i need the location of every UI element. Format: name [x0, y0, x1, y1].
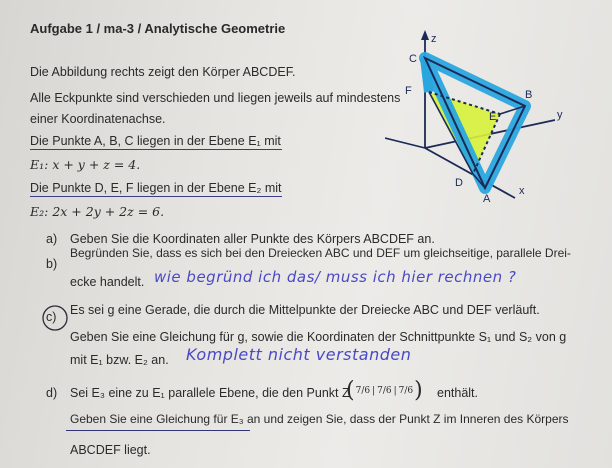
task-b-line-1: Begründen Sie, dass es sich bei den Dreiecken ABC und DEF um gleichseitige, parallele Drei- — [70, 246, 571, 260]
label-x: x — [519, 185, 525, 197]
task-a-text: Geben Sie die Koordinaten aller Punkte des Körpers ABCDEF an. — [70, 232, 435, 246]
plane2-underline — [30, 196, 282, 197]
intro-line-1: Die Abbildung rechts zeigt den Körper ABCDEF. — [30, 65, 296, 79]
label-e: E — [489, 111, 497, 123]
handwritten-note-b: wie begründ ich das/ muss ich hier rechnen ? — [154, 268, 517, 286]
task-c-line-3: mit E₁ bzw. E₂ an. — [70, 353, 169, 367]
task-d-line-3: ABCDEF liegt. — [70, 443, 151, 457]
task-b-line-2: ecke handelt. — [70, 275, 145, 289]
label-f: F — [405, 85, 412, 97]
z-axis-arrow-icon — [421, 30, 429, 40]
task-d-line-1-post: enthält. — [437, 386, 479, 400]
point-z-vector: ( 7/6 | 7/6 | 7/6 ) — [346, 378, 423, 403]
intro-line-3: einer Koordinatenachse. — [30, 112, 166, 126]
plane1-equation: E₁: x + y + z = 4. — [30, 157, 141, 172]
label-z: z — [431, 33, 437, 45]
task-d-underline — [66, 430, 250, 431]
label-a: A — [483, 193, 491, 205]
vector-component-1: 7/6 — [355, 385, 371, 396]
task-d-label: d) — [46, 386, 58, 400]
plane1-underline — [30, 149, 282, 150]
solid-figure — [385, 28, 575, 208]
label-y: y — [557, 109, 563, 121]
vector-component-3: 7/6 — [398, 385, 414, 396]
plane2-equation: E₂: 2x + 2y + 2z = 6. — [30, 204, 165, 219]
plane1-text: Die Punkte A, B, C liegen in der Ebene E₁ mit — [30, 134, 281, 148]
label-b: B — [525, 89, 533, 101]
task-c-line-2: Geben Sie eine Gleichung für g, sowie die Koordinaten der Schnittpunkte S₁ und S₂ von g — [70, 330, 567, 344]
task-d-line-1-pre: Sei E₃ eine zu E₁ parallele Ebene, die den Punkt Z — [70, 386, 350, 400]
vector-component-2: 7/6 — [377, 385, 392, 396]
label-c: C — [409, 53, 417, 65]
page-title: Aufgabe 1 / ma-3 / Analytische Geometrie — [30, 21, 286, 36]
intro-line-2: Alle Eckpunkte sind verschieden und liegen jeweils auf mindestens — [30, 91, 401, 105]
task-d-line-2: Geben Sie eine Gleichung für E₃ an und zeigen Sie, dass der Punkt Z im Inneren des Körpers — [70, 412, 569, 426]
task-c-label: c) — [46, 310, 57, 324]
task-c-line-1: Es sei g eine Gerade, die durch die Mittelpunkte der Dreiecke ABC und DEF verläuft. — [70, 303, 540, 317]
plane2-text: Die Punkte D, E, F liegen in der Ebene E₂ mit — [30, 181, 282, 195]
handwritten-note-c: Komplett nicht verstanden — [186, 345, 412, 364]
task-b-label: b) — [46, 257, 58, 271]
label-d: D — [455, 177, 463, 189]
task-a-label: a) — [46, 232, 58, 246]
axis-extension — [385, 138, 425, 148]
